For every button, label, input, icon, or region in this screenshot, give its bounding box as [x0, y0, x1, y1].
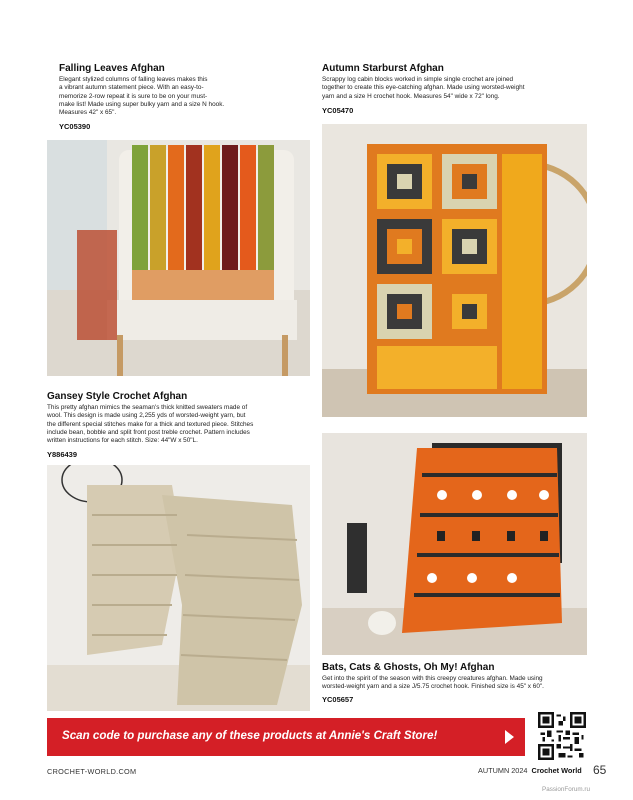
falling-leaves-code: YC05390 — [59, 122, 91, 131]
falling-leaves-title: Falling Leaves Afghan — [59, 63, 165, 74]
bats-cats-description: Get into the spirit of the season with this creepy creatures afghan. Made using worsted-weight yarn and a size J/5.75 crochet hook. Finished size is 45" x 60". — [322, 675, 544, 691]
bats-cats-photo — [322, 433, 587, 655]
page-number: 65 — [593, 763, 607, 777]
autumn-starburst-description: Scrappy log cabin blocks worked in simple single crochet are joined together to create this eye-catching afghan. Made using worsted-weight yarn and a size H crochet hook. Measures 54" wide x 72" long. — [322, 76, 525, 100]
gansey-title: Gansey Style Crochet Afghan — [47, 391, 188, 402]
falling-leaves-photo — [47, 140, 310, 376]
qr-code-icon[interactable] — [538, 712, 586, 760]
watermark: PassionForum.ru — [542, 786, 590, 793]
bats-cats-code: YC05657 — [322, 695, 354, 704]
autumn-starburst-code: YC05470 — [322, 106, 354, 115]
gansey-description: This pretty afghan mimics the seaman's thick knitted sweaters made of wool. This design is made using 2,255 yds of worsted-weight yarn, but the different special stitches make for a thick and textured piece. Stitches include bean, bobble and split front post treble crochet. Pattern includes written instructions for each stitch. Size: 44"W x 50"L. — [47, 404, 254, 445]
play-arrow-icon — [505, 730, 514, 744]
footer-issue — [478, 766, 582, 775]
autumn-starburst-photo — [322, 124, 587, 417]
gansey-photo — [47, 465, 310, 711]
autumn-starburst-title: Autumn Starburst Afghan — [322, 63, 444, 74]
falling-leaves-description: Elegant stylized columns of falling leaves makes this a vibrant autumn statement piece. With an easy-to- memorize 2-row repeat it is sure to be on your must- make list! Made using super bulky yarn and a size N hook. Measures 42" x 65". — [59, 76, 225, 117]
footer-site[interactable]: CROCHET-WORLD.COM — [47, 767, 137, 776]
footer-magazine: Crochet World — [531, 766, 582, 775]
footer-issue-date: AUTUMN 2024 — [478, 766, 528, 775]
bats-cats-title: Bats, Cats & Ghosts, Oh My! Afghan — [322, 662, 495, 673]
purchase-banner-text: Scan code to purchase any of these products at Annie's Craft Store! — [62, 729, 438, 742]
gansey-code: Y886439 — [47, 450, 78, 459]
